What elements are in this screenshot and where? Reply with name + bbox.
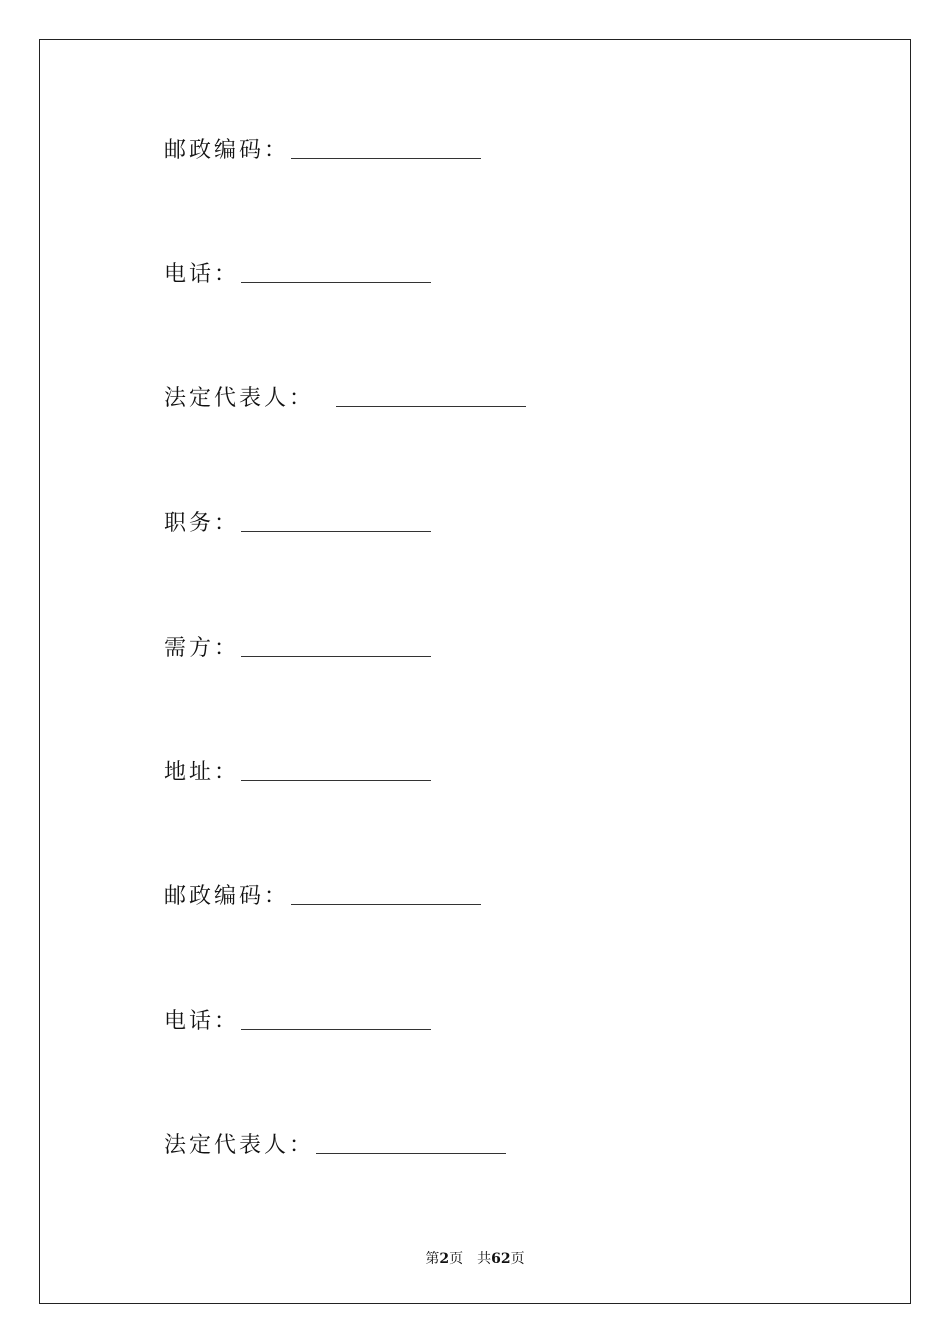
fill-in-blank[interactable] — [291, 903, 481, 905]
field-label: 地址： — [164, 760, 240, 785]
field-row-phone — [164, 256, 431, 288]
field-label: 需方： — [164, 636, 240, 661]
field-label: 职务： — [164, 511, 240, 536]
total-page-count: 62 — [491, 1251, 511, 1267]
fill-in-blank[interactable] — [316, 1152, 506, 1154]
page-border — [39, 39, 911, 1304]
field-row-postcode — [164, 878, 481, 910]
field-row-position — [164, 505, 431, 537]
field-row-buyer — [164, 630, 431, 662]
field-row-legal-representative — [164, 380, 526, 412]
field-label: 邮政编码： — [164, 138, 290, 163]
fill-in-blank[interactable] — [241, 779, 431, 781]
field-row-phone — [164, 1003, 431, 1035]
fill-in-blank[interactable] — [241, 1028, 431, 1030]
fill-in-blank[interactable] — [241, 530, 431, 532]
fill-in-blank[interactable] — [241, 655, 431, 657]
field-label: 法定代表人： — [164, 1133, 315, 1158]
field-row-address — [164, 754, 431, 786]
fill-in-blank[interactable] — [291, 157, 481, 159]
footer-page-unit: 页 — [449, 1251, 464, 1267]
footer-total-unit: 页 — [510, 1251, 525, 1267]
field-label: 邮政编码： — [164, 884, 290, 909]
field-row-legal-representative — [164, 1127, 506, 1159]
field-label: 法定代表人： — [164, 386, 315, 411]
field-label: 电话： — [164, 1009, 240, 1034]
fill-in-blank[interactable] — [241, 281, 431, 283]
footer-total-prefix: 共 — [477, 1251, 492, 1267]
fill-in-blank[interactable] — [336, 405, 526, 407]
field-label: 电话： — [164, 262, 240, 287]
page-footer — [0, 1248, 950, 1268]
current-page-number: 2 — [439, 1251, 450, 1267]
footer-prefix: 第 — [425, 1251, 440, 1267]
field-row-postcode — [164, 132, 481, 164]
